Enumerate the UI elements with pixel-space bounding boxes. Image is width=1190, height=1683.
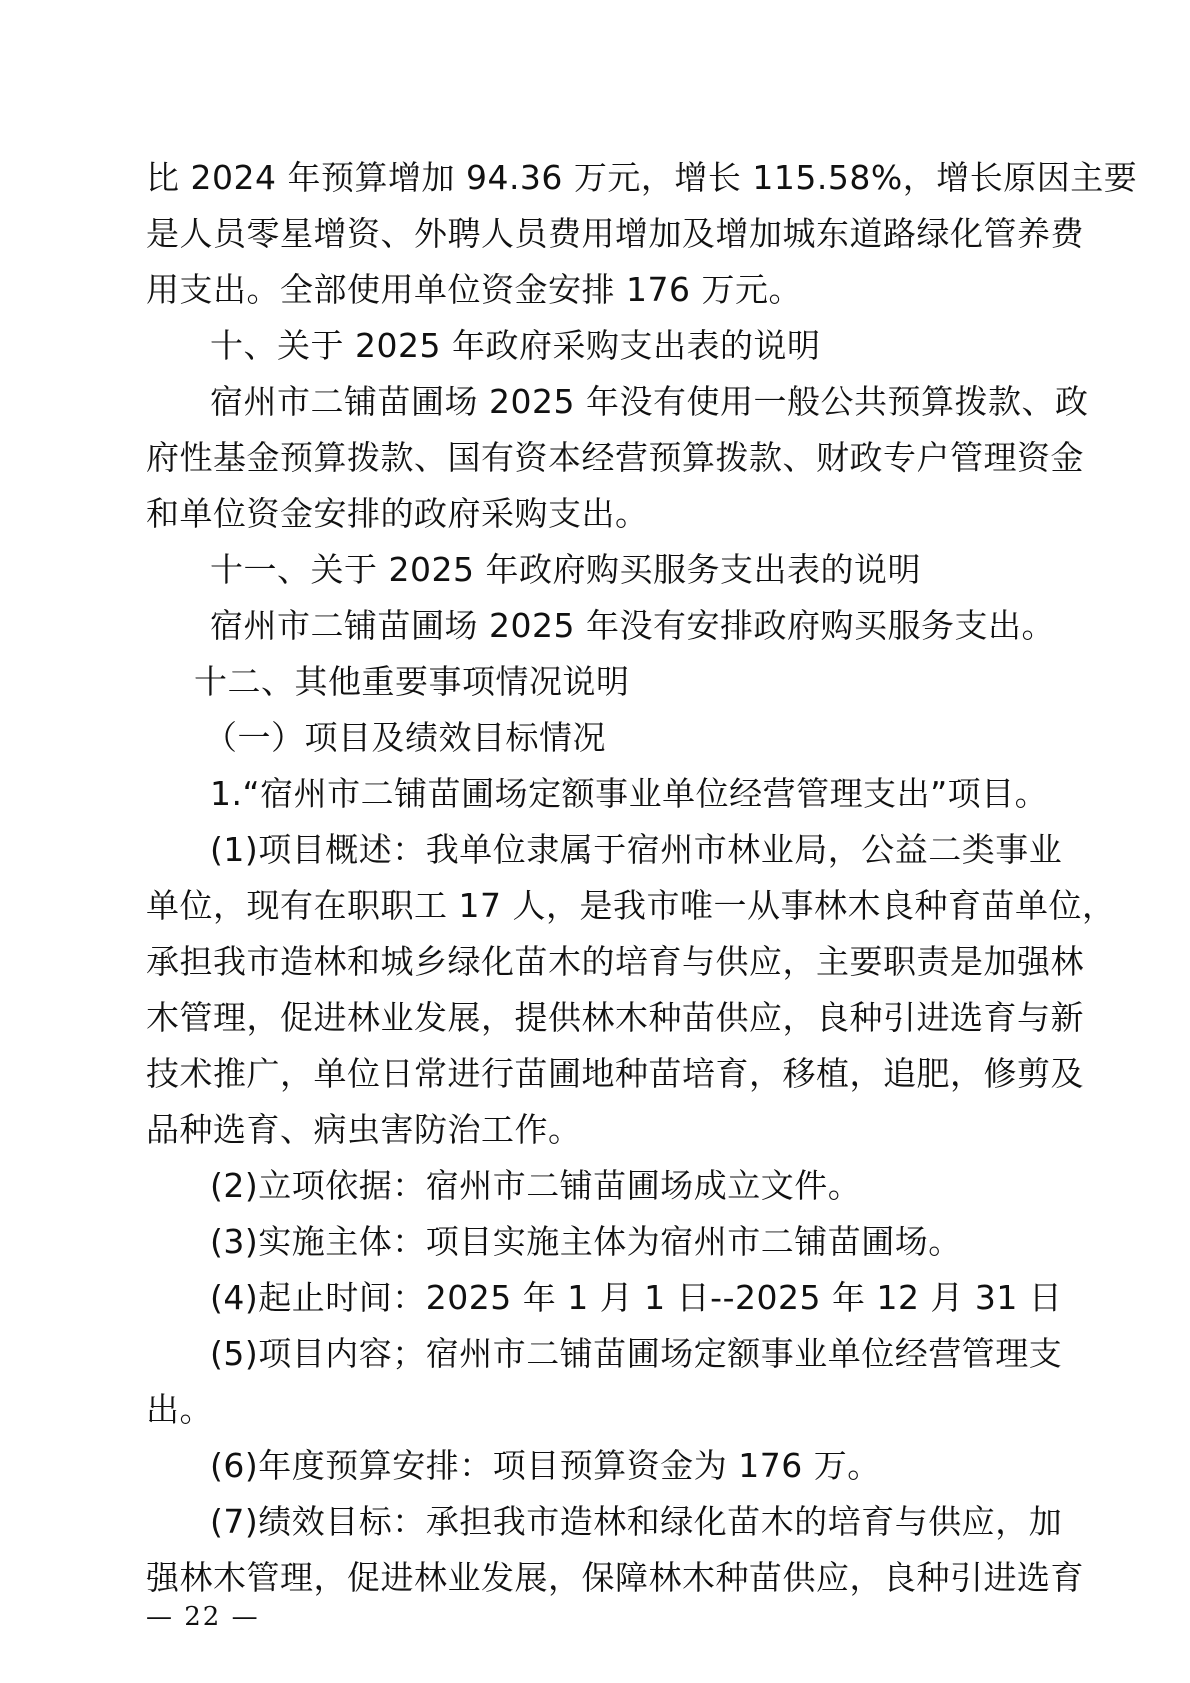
section-heading: 十二、其他重要事项情况说明 <box>194 662 630 701</box>
section-heading: 十、关于 2025 年政府采购支出表的说明 <box>210 326 821 365</box>
paragraph-line: (3)实施主体：项目实施主体为宿州市二铺苗圃场。 <box>210 1222 962 1261</box>
paragraph-line: 宿州市二铺苗圃场 2025 年没有使用一般公共预算拨款、政 <box>210 382 1089 421</box>
paragraph-line: (2)立项依据：宿州市二铺苗圃场成立文件。 <box>210 1166 862 1205</box>
paragraph-line: (7)绩效目标：承担我市造林和绿化苗木的培育与供应，加 <box>210 1502 1063 1541</box>
paragraph-line: 技术推广，单位日常进行苗圃地种苗培育，移植，追肥，修剪及 <box>146 1054 1084 1093</box>
section-heading: 十一、关于 2025 年政府购买服务支出表的说明 <box>210 550 921 589</box>
paragraph-line: 强林木管理，促进林业发展，保障林木种苗供应，良种引进选育 <box>146 1558 1084 1597</box>
paragraph-line: 单位，现有在职职工 17 人，是我市唯一从事林木良种育苗单位， <box>146 886 1116 925</box>
subsection-heading: （一）项目及绩效目标情况 <box>204 718 606 757</box>
page-number: — 22 — <box>146 1602 260 1632</box>
paragraph-line: (6)年度预算安排：项目预算资金为 176 万。 <box>210 1446 881 1485</box>
paragraph-line: 比 2024 年预算增加 94.36 万元，增长 115.58%，增长原因主要 <box>146 158 1138 197</box>
item-heading: 1.“宿州市二铺苗圃场定额事业单位经营管理支出”项目。 <box>210 774 1049 813</box>
paragraph-line: (4)起止时间：2025 年 1 月 1 日--2025 年 12 月 31 日 <box>210 1278 1063 1317</box>
body-text <box>146 150 1138 1606</box>
paragraph-line: 出。 <box>146 1390 213 1429</box>
paragraph-line: 木管理，促进林业发展，提供林木种苗供应，良种引进选育与新 <box>146 998 1084 1037</box>
paragraph-line: (1)项目概述：我单位隶属于宿州市林业局，公益二类事业 <box>210 830 1063 869</box>
paragraph-line: 承担我市造林和城乡绿化苗木的培育与供应，主要职责是加强林 <box>146 942 1084 981</box>
paragraph-line: (5)项目内容；宿州市二铺苗圃场定额事业单位经营管理支 <box>210 1334 1063 1373</box>
paragraph-line: 是人员零星增资、外聘人员费用增加及增加城东道路绿化管养费 <box>146 214 1084 253</box>
paragraph-line: 宿州市二铺苗圃场 2025 年没有安排政府购买服务支出。 <box>210 606 1055 645</box>
paragraph-line: 用支出。全部使用单位资金安排 176 万元。 <box>146 270 802 309</box>
paragraph-line: 府性基金预算拨款、国有资本经营预算拨款、财政专户管理资金 <box>146 438 1084 477</box>
paragraph-line: 和单位资金安排的政府采购支出。 <box>146 494 649 533</box>
paragraph-line: 品种选育、病虫害防治工作。 <box>146 1110 582 1149</box>
